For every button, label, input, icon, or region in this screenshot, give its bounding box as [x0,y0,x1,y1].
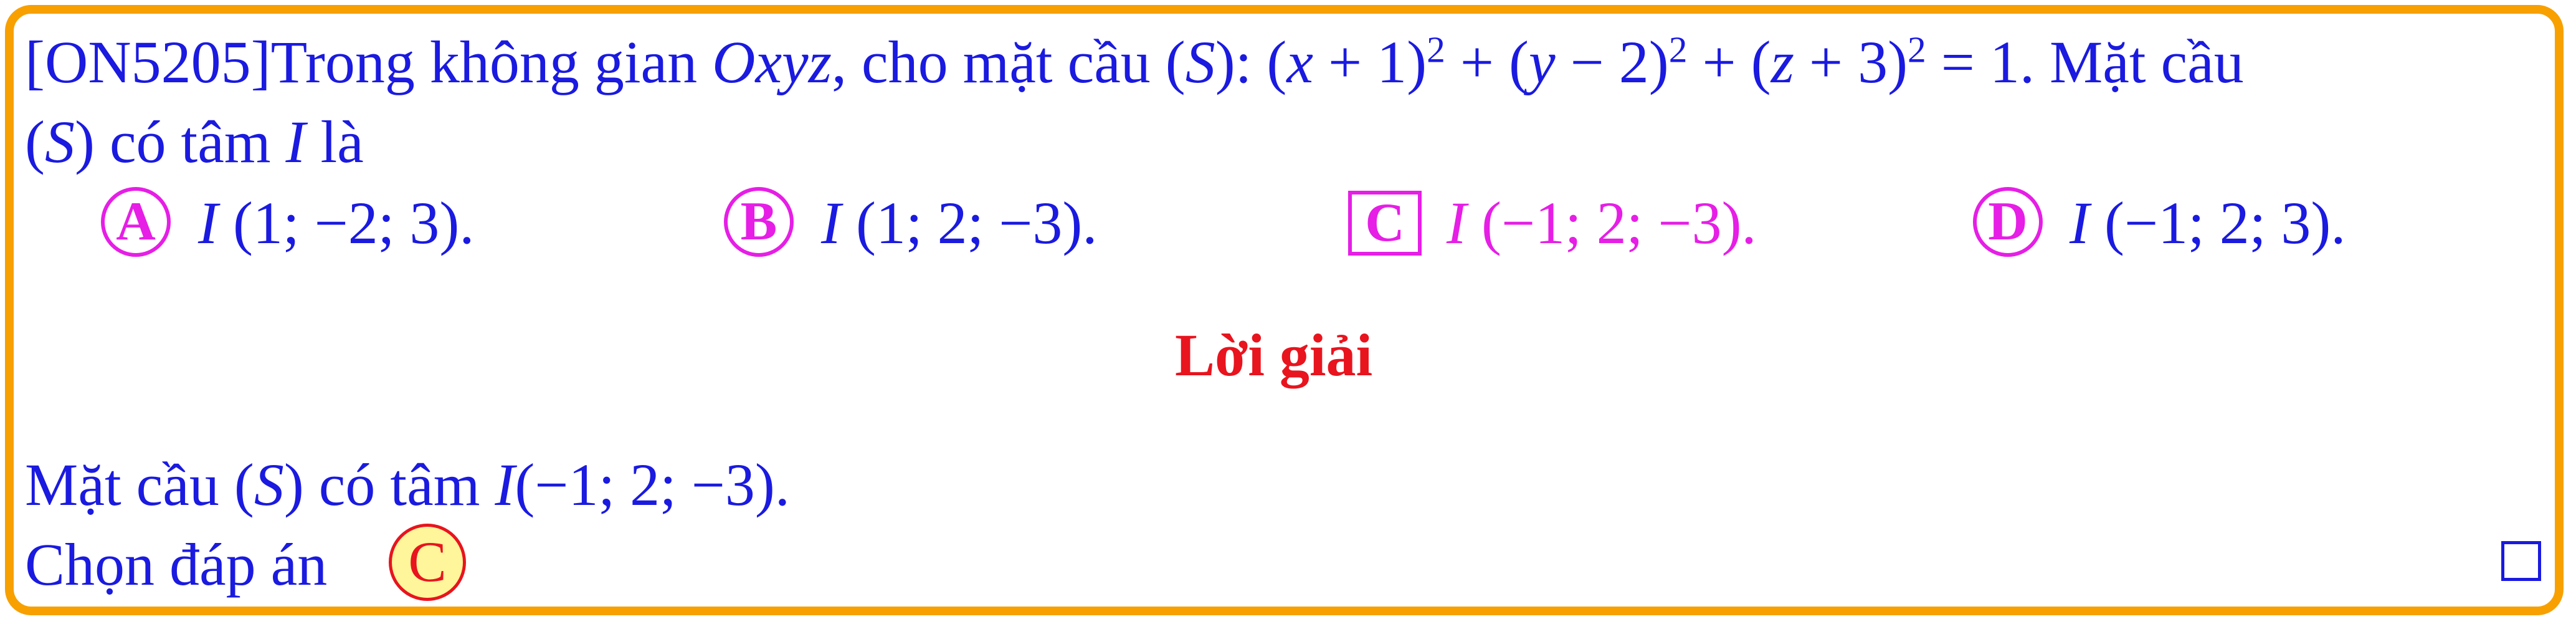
question-line-1: [ON5205]Trong không gian Oxyz, cho mặt cầu (S): $(x + 1)^2 + (y - 2)^2 + (z + 3)^2 = 1$. Mặt cầu [25,29,2244,95]
option-b-text[interactable]: I (1; 2; −3). [821,190,1098,256]
option-c-text[interactable]: I (−1; 2; −3). [1447,190,1757,256]
option-a-text[interactable]: I (1; −2; 3). [198,190,475,256]
selected-answer-badge: C [389,524,466,601]
solution-line-1: Mặt cầu (S) có tâm I(−1; 2; −3). [25,451,790,518]
option-d-text[interactable]: I (−1; 2; 3). [2070,190,2346,256]
option-a-marker[interactable]: A [101,187,171,257]
end-of-solution-icon [2501,541,2541,581]
option-c-marker[interactable]: C [1348,191,1422,256]
choose-answer-text: Chọn đáp án [25,531,328,598]
problem-code: [ON5205] [25,29,271,95]
question-line-2: (S) có tâm I là [25,108,364,175]
option-b-marker[interactable]: B [724,187,794,257]
problem-frame [5,5,2564,615]
option-d-marker[interactable]: D [1973,187,2043,257]
solution-heading: Lời giải [1175,322,1373,388]
